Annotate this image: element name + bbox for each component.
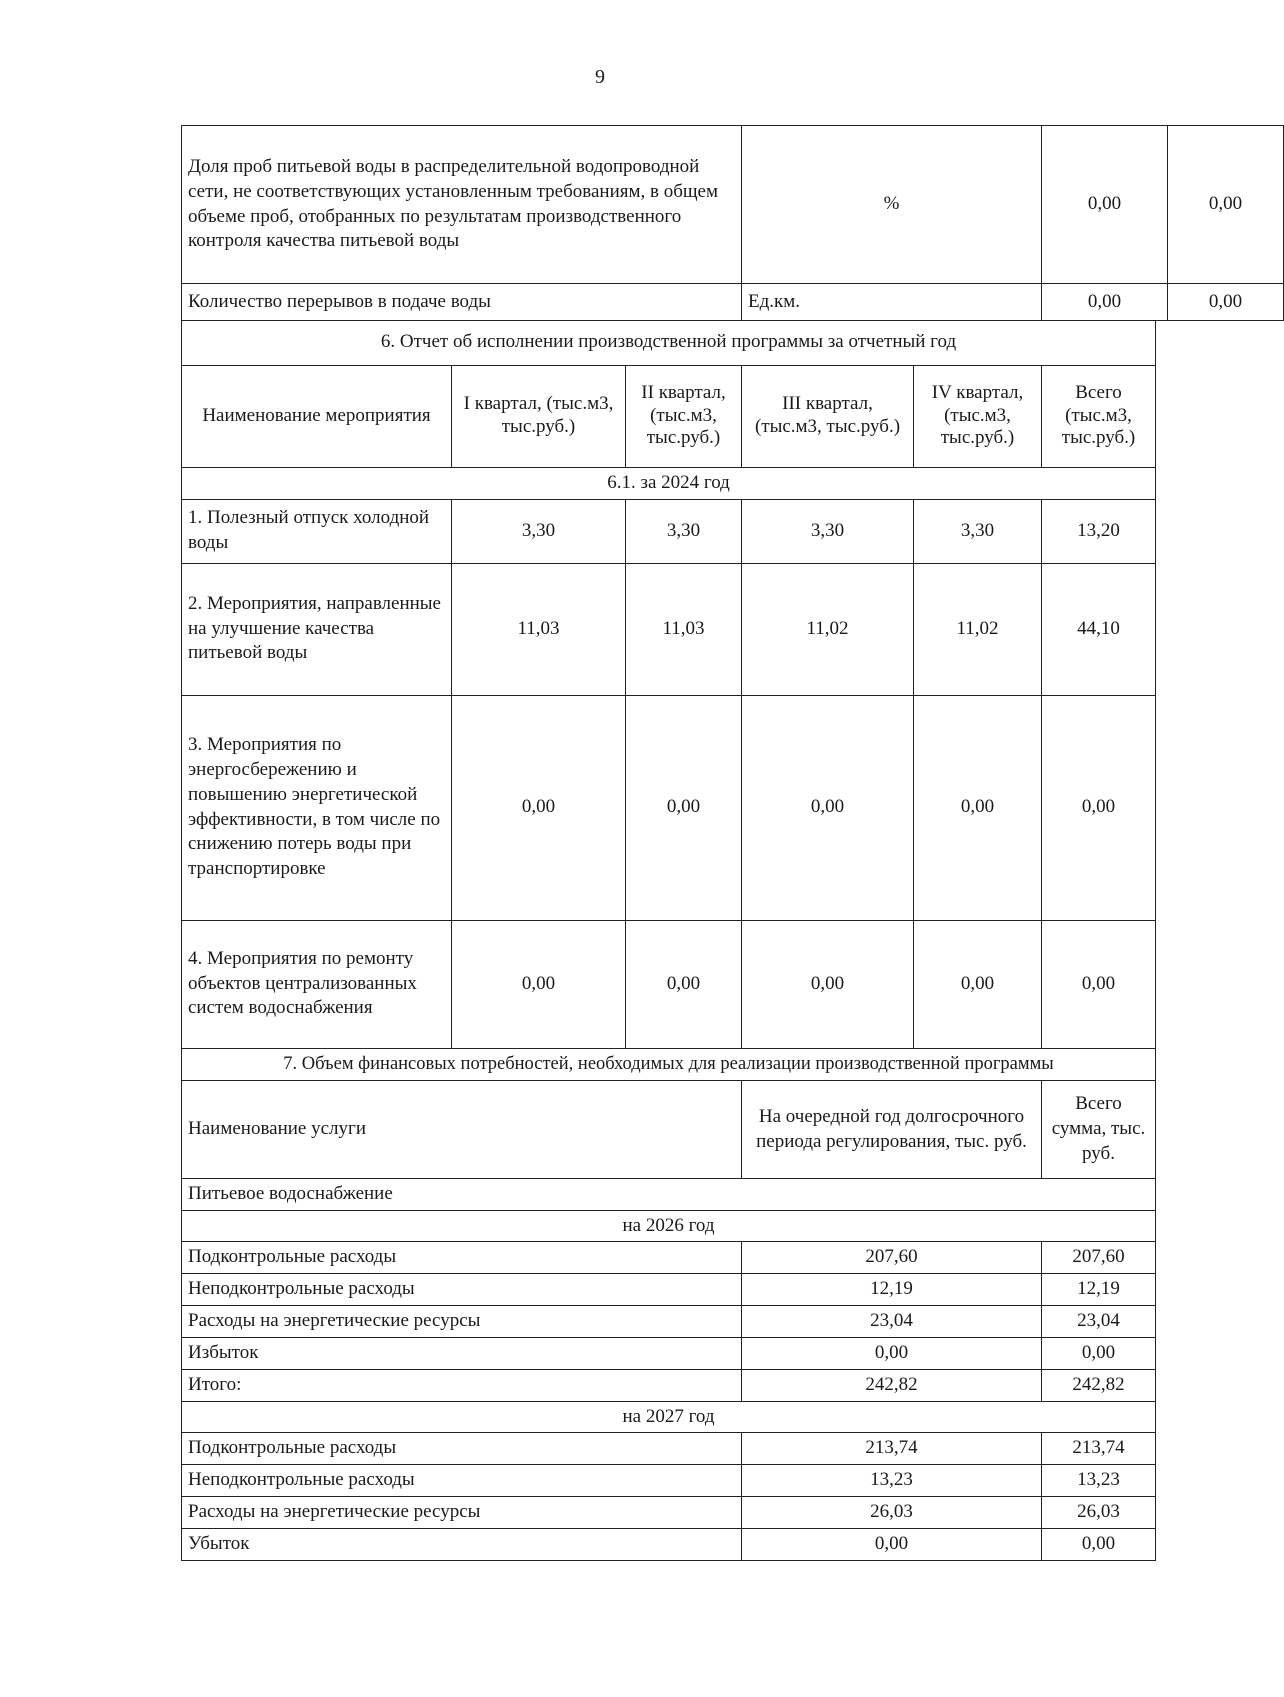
table-row: [182, 920, 1156, 1048]
expense-name: Подконтрольные расходы: [182, 1242, 742, 1274]
page-number: 9: [595, 66, 605, 88]
activity-name: 1. Полезный отпуск холодной воды: [182, 499, 452, 563]
indicator-value: 0,00: [1168, 284, 1284, 321]
table-row: [182, 695, 1156, 920]
subtitle-row: [182, 467, 1156, 499]
column-header: I квартал, (тыс.м3, тыс.руб.): [452, 365, 626, 467]
expense-value: 207,60: [742, 1242, 1042, 1274]
expense-total: 207,60: [1042, 1242, 1156, 1274]
quarter-value: 3,30: [742, 499, 914, 563]
quarter-value: 11,03: [626, 563, 742, 695]
table-row: [182, 1242, 1156, 1274]
expense-total: 13,23: [1042, 1465, 1156, 1497]
expense-value: 242,82: [742, 1370, 1042, 1402]
total-value: 0,00: [1042, 920, 1156, 1048]
section6-subtitle: 6.1. за 2024 год: [182, 467, 1156, 499]
expense-total: 213,74: [1042, 1433, 1156, 1465]
column-header: Всего (тыс.м3, тыс.руб.): [1042, 365, 1156, 467]
indicator-unit: %: [742, 126, 1042, 284]
expense-total: 242,82: [1042, 1370, 1156, 1402]
expense-name: Неподконтрольные расходы: [182, 1274, 742, 1306]
expense-name: Убыток: [182, 1529, 742, 1561]
section7-title: 7. Объем финансовых потребностей, необходимых для реализации производственной программы: [182, 1049, 1156, 1081]
indicator-name: Доля проб питьевой воды в распределительной водопроводной сети, не соответствующих установленным требованиям, в общем объеме проб, отобранных по результатам производственного контроля качества питьевой воды: [182, 126, 742, 284]
quarter-value: 0,00: [742, 920, 914, 1048]
quarter-value: 3,30: [626, 499, 742, 563]
expense-value: 26,03: [742, 1497, 1042, 1529]
quarter-value: 11,03: [452, 563, 626, 695]
expense-name: Неподконтрольные расходы: [182, 1465, 742, 1497]
quarter-value: 0,00: [452, 695, 626, 920]
table-row: [182, 126, 1284, 284]
section7-table: [181, 1049, 1156, 1562]
indicator-name: Количество перерывов в подаче воды: [182, 284, 742, 321]
expense-total: 12,19: [1042, 1274, 1156, 1306]
column-header: Наименование мероприятия: [182, 365, 452, 467]
expense-value: 0,00: [742, 1529, 1042, 1561]
table-row: [182, 1306, 1156, 1338]
quality-table: [181, 125, 1284, 321]
total-value: 0,00: [1042, 695, 1156, 920]
quarter-value: 3,30: [452, 499, 626, 563]
year-label: на 2026 год: [182, 1211, 1156, 1242]
table-row: [182, 1338, 1156, 1370]
indicator-value: 0,00: [1042, 284, 1168, 321]
total-value: 44,10: [1042, 563, 1156, 695]
section6-title: 6. Отчет об исполнении производственной программы за отчетный год: [182, 321, 1156, 365]
quarter-value: 0,00: [914, 695, 1042, 920]
column-header: II квартал, (тыс.м3, тыс.руб.): [626, 365, 742, 467]
year-row: [182, 1402, 1156, 1433]
section6-table: [181, 321, 1156, 1049]
table-row: [182, 1465, 1156, 1497]
quarter-value: 0,00: [914, 920, 1042, 1048]
table-row: [182, 1274, 1156, 1306]
column-header: На очередной год долгосрочного периода регулирования, тыс. руб.: [742, 1081, 1042, 1179]
quarter-value: 11,02: [914, 563, 1042, 695]
header-row: [182, 1081, 1156, 1179]
expense-name: Расходы на энергетические ресурсы: [182, 1497, 742, 1529]
table-row: [182, 284, 1284, 321]
table-row: [182, 1433, 1156, 1465]
service-name: Питьевое водоснабжение: [182, 1179, 1156, 1211]
table-row: [182, 1497, 1156, 1529]
expense-value: 213,74: [742, 1433, 1042, 1465]
quarter-value: 0,00: [452, 920, 626, 1048]
expense-total: 0,00: [1042, 1338, 1156, 1370]
activity-name: 2. Мероприятия, направленные на улучшение качества питьевой воды: [182, 563, 452, 695]
expense-name: Подконтрольные расходы: [182, 1433, 742, 1465]
quarter-value: 0,00: [742, 695, 914, 920]
document-body: [181, 125, 1243, 1561]
indicator-unit: Ед.км.: [742, 284, 1042, 321]
column-header: IV квартал, (тыс.м3, тыс.руб.): [914, 365, 1042, 467]
expense-total: 0,00: [1042, 1529, 1156, 1561]
table-row: [182, 1370, 1156, 1402]
expense-name: Расходы на энергетические ресурсы: [182, 1306, 742, 1338]
column-header: Всего сумма, тыс. руб.: [1042, 1081, 1156, 1179]
section-title-row: [182, 321, 1156, 365]
column-header: III квартал, (тыс.м3, тыс.руб.): [742, 365, 914, 467]
expense-value: 13,23: [742, 1465, 1042, 1497]
expense-total: 23,04: [1042, 1306, 1156, 1338]
quarter-value: 11,02: [742, 563, 914, 695]
quarter-value: 0,00: [626, 695, 742, 920]
header-row: [182, 365, 1156, 467]
expense-total: 26,03: [1042, 1497, 1156, 1529]
expense-value: 12,19: [742, 1274, 1042, 1306]
activity-name: 3. Мероприятия по энергосбережению и повышению энергетической эффективности, в том числе по снижению потерь воды при транспортировке: [182, 695, 452, 920]
section-title-row: [182, 1049, 1156, 1081]
year-row: [182, 1211, 1156, 1242]
total-value: 13,20: [1042, 499, 1156, 563]
table-row: [182, 499, 1156, 563]
expense-name: Избыток: [182, 1338, 742, 1370]
table-row: [182, 563, 1156, 695]
service-row: [182, 1179, 1156, 1211]
expense-name: Итого:: [182, 1370, 742, 1402]
activity-name: 4. Мероприятия по ремонту объектов централизованных систем водоснабжения: [182, 920, 452, 1048]
table-row: [182, 1529, 1156, 1561]
expense-value: 23,04: [742, 1306, 1042, 1338]
expense-value: 0,00: [742, 1338, 1042, 1370]
quarter-value: 3,30: [914, 499, 1042, 563]
year-label: на 2027 год: [182, 1402, 1156, 1433]
quarter-value: 0,00: [626, 920, 742, 1048]
column-header: Наименование услуги: [182, 1081, 742, 1179]
indicator-value: 0,00: [1042, 126, 1168, 284]
indicator-value: 0,00: [1168, 126, 1284, 284]
